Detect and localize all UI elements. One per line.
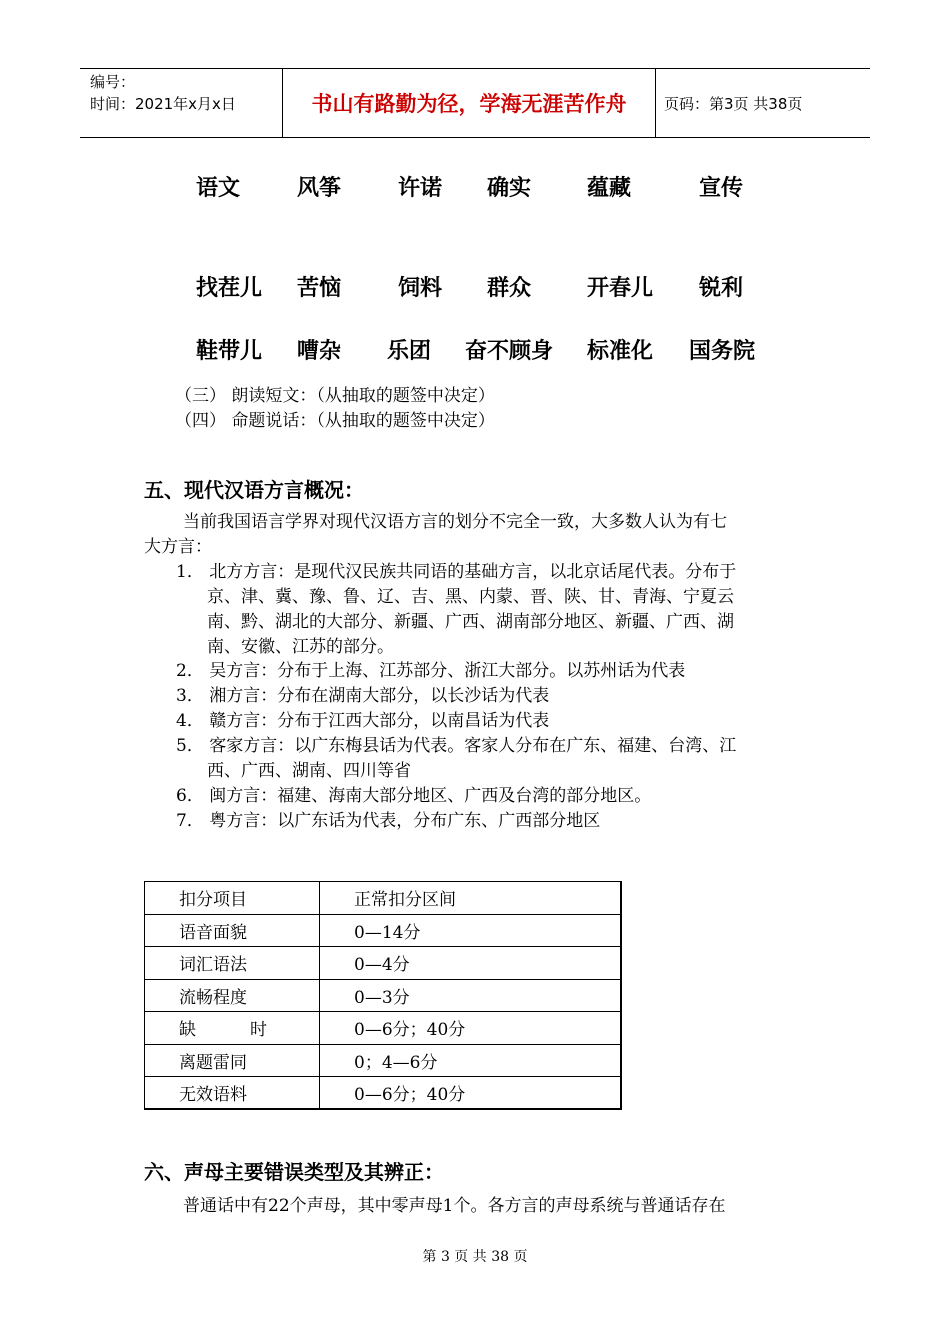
header-page-info: 页码：第3页 共38页 xyxy=(664,94,803,113)
item-4: （四） 命题说话：（从抽取的题签中决定） xyxy=(175,411,495,431)
list-item: 7． 粤方言：以广东话为代表，分布广东、广西部分地区 xyxy=(176,811,601,831)
word: 锐利 xyxy=(699,275,744,301)
list-item: 2． 吴方言：分布于上海、江苏部分、浙江大部分。以苏州话为代表 xyxy=(176,661,686,681)
number-label: 编号： xyxy=(90,73,136,91)
page-footer: 第 3 页 共 38 页 xyxy=(422,1249,528,1265)
list-item-continued: 南、安徽、江苏的部分。 xyxy=(207,637,394,657)
word: 饲料 xyxy=(398,275,443,301)
table-row xyxy=(145,914,622,947)
word: 苦恼 xyxy=(297,275,342,301)
word: 嘈杂 xyxy=(297,338,342,364)
item-3: （三） 朗读短文：（从抽取的题签中决定） xyxy=(175,386,495,406)
table-cell: 0—14分 xyxy=(320,914,622,947)
table-row xyxy=(145,947,622,980)
table-row xyxy=(145,1044,622,1077)
table-header-row xyxy=(145,882,622,915)
list-item: 6． 闽方言：福建、海南大部分地区、广西及台湾的部分地区。 xyxy=(176,786,652,806)
score-table xyxy=(144,881,622,1110)
word: 找茬儿 xyxy=(196,275,263,301)
table-cell: 离题雷同 xyxy=(145,1044,320,1077)
date-label: 时间：2021年x月x日 xyxy=(90,95,236,113)
word: 群众 xyxy=(487,275,532,301)
header-meta xyxy=(80,69,282,137)
word: 蕴藏 xyxy=(587,175,632,201)
table-header-cell: 正常扣分区间 xyxy=(320,882,622,915)
paragraph: 大方言： xyxy=(144,537,212,557)
paragraph: 普通话中有22个声母，其中零声母1个。各方言的声母系统与普通话存在 xyxy=(183,1196,726,1216)
table-cell: 0—3分 xyxy=(320,979,622,1012)
word: 许诺 xyxy=(398,175,443,201)
table-row xyxy=(145,1012,622,1045)
list-item: 5． 客家方言：以广东梅县话为代表。客家人分布在广东、福建、台湾、江 xyxy=(176,736,737,756)
list-item: 4． 赣方言：分布于江西大部分，以南昌话为代表 xyxy=(176,711,550,731)
list-item-continued: 西、广西、湖南、四川等省 xyxy=(207,761,411,781)
word: 风筝 xyxy=(297,175,342,201)
table-cell: 流畅程度 xyxy=(145,979,320,1012)
word: 奋不顾身 xyxy=(465,338,554,364)
table-cell: 缺 时 xyxy=(145,1012,320,1045)
word: 标准化 xyxy=(587,338,654,364)
word: 语文 xyxy=(196,175,241,201)
word: 宣传 xyxy=(699,175,744,201)
paragraph: 当前我国语言学界对现代汉语方言的划分不完全一致，大多数人认为有七 xyxy=(183,512,727,532)
list-item-continued: 京、津、冀、豫、鲁、辽、吉、黑、内蒙、晋、陕、甘、青海、宁夏云 xyxy=(207,587,734,607)
list-item: 1． 北方方言：是现代汉民族共同语的基础方言，以北京话尾代表。分布于 xyxy=(176,562,737,582)
table-cell: 0—6分；40分 xyxy=(320,1077,622,1110)
word: 国务院 xyxy=(689,338,756,364)
table-cell: 词汇语法 xyxy=(145,947,320,980)
list-item: 3． 湘方言：分布在湖南大部分，以长沙话为代表 xyxy=(176,686,550,706)
word: 乐团 xyxy=(387,338,432,364)
header-motto: 书山有路勤为径，学海无涯苦作舟 xyxy=(282,69,656,137)
word: 确实 xyxy=(487,175,532,201)
section-five-title: 五、现代汉语方言概况： xyxy=(144,478,364,502)
table-row xyxy=(145,979,622,1012)
table-header-cell: 扣分项目 xyxy=(145,882,320,915)
section-six-title: 六、声母主要错误类型及其辨正： xyxy=(144,1160,444,1184)
table-row xyxy=(145,1077,622,1110)
list-item-continued: 南、黔、湖北的大部分、新疆、广西、湖南部分地区、新疆、广西、湖 xyxy=(207,612,734,632)
document-header xyxy=(80,68,870,138)
word: 鞋带儿 xyxy=(196,338,263,364)
table-cell: 无效语料 xyxy=(145,1077,320,1110)
table-cell: 0—4分 xyxy=(320,947,622,980)
table-cell: 语音面貌 xyxy=(145,914,320,947)
table-cell: 0；4—6分 xyxy=(320,1044,622,1077)
word: 开春儿 xyxy=(587,275,654,301)
table-cell: 0—6分；40分 xyxy=(320,1012,622,1045)
